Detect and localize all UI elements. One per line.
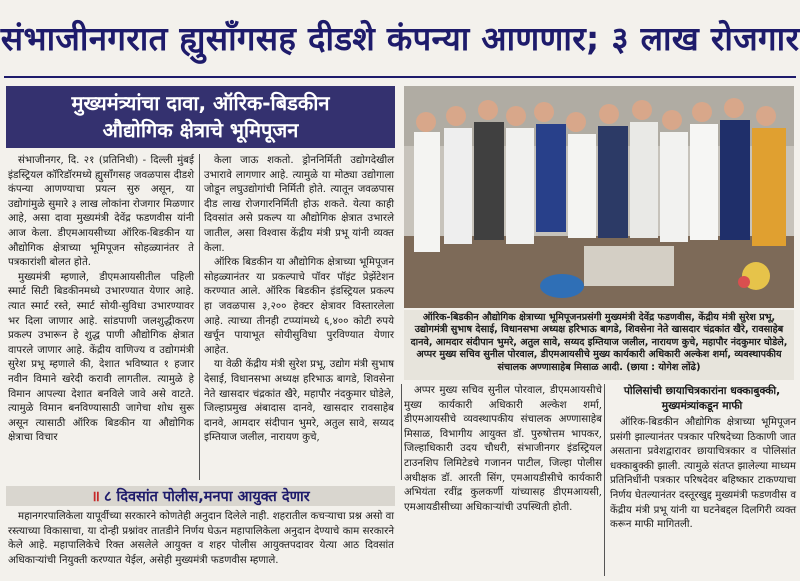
box-heading-mark: ॥ (91, 489, 100, 505)
page-headline: संभाजीनगरात ह्युसाँगसह दीडशे कंपन्या आणणार; ३ लाख रोजगार (0, 18, 800, 58)
column-divider (199, 154, 200, 480)
sub-headline-line-1: मुख्यमंत्र्यांचा दावा, ऑरिक-बिडकीन (71, 91, 330, 115)
box-heading (6, 486, 395, 506)
ceremony-photo-illustration (404, 86, 794, 308)
photo-caption: ऑरिक-बिडकीन औद्योगिक क्षेत्राच्या भूमिपूजनप्रसंगी मुख्यमंत्री देवेंद्र फडणवीस, केंद्रीय मंत्री सुरेश प्रभू, उद्योगमंत्री सुभाष देसाई, विधानसभा अध्यक्ष हरिभाऊ बागडे, शिवसेना नेते खासदार चंद्रकांत खैरे, रावसाहेब दानवे, आमदार संदीपान भुमरे, अतुल सावे, सय्यद इम्तियाज जलील, नारायण कुचे, महापौर नंदकुमार घोडेले, अप्पर मुख्य सचिव सुनील पोरवाल, डीएमआयसीचे मुख्य कार्यकारी अधिकारी अल्केश शर्मा, व्यवस्थापकीय संचालक अण्णासाहेब मिसाळ आदी. (छाया : योगेश लोंढे) (404, 310, 794, 380)
paragraph: या वेळी केंद्रीय मंत्री सुरेश प्रभू, उद्योग मंत्री सुभाष देसाई, विधानसभा अध्यक्ष हरिभाऊ बागडे, शिवसेना नेते खासदार चंद्रकांत खैरे, महापौर नंदकुमार घोडेले, जिल्हाप्रमुख अंबादास दानवे, खासदार रावसाहेब दानवे, आमदार संदीपान भुमरे, अतुल सावे, सय्यद इम्तियाज जलील, नारायण कुचे, (204, 359, 394, 444)
paragraph: महानगरपालिकेला यापूर्वीच्या सरकारने कोणतेही अनुदान दिलेले नाही. शहरातील कचऱ्याचा प्रश्न असो वा रस्त्याच्या विकासाचा, या दोन्ही प्रश्नांवर तातडीने निर्णय घेऊन महापालिकेला अनुदान देण्याचे काम सरकारने केले आहे. महापालिकेचे रिक्त असलेले आयुक्त व शहर पोलीस आयुक्तपदावर येत्या आठ दिवसांत अधिकाऱ्यांची नियुक्ती करण्यात येईल, असेही मुख्यमंत्री फडणवीस म्हणाले. (8, 511, 394, 566)
sub-headline (6, 86, 395, 148)
box-heading-text: ८ दिवसांत पोलीस,मनपा आयुक्त देणार (103, 489, 310, 505)
paragraph: केला जाऊ शकतो. ड्रोननिर्मिती उद्योगदेखील उभारावे लागणार आहे. त्यामुळे या मोठ्या उद्योगाला जोडून लघुउद्योगांची निर्मिती होते. त्यातून जवळपास दीड लाख रोजगारनिर्मिती होऊ शकते. येत्या काही दिवसांत असे प्रकल्प या औद्योगिक क्षेत्रात उभारले जातील, असा विश्वास केंद्रीय मंत्री प्रभू यांनी व्यक्त केला. (204, 155, 394, 254)
paragraph: अप्पर मुख्य सचिव सुनील पोरवाल, डीएमआयसीचे मुख्य कार्यकारी अधिकारी अल्केश शर्मा, डीएमआयसीचे व्यवस्थापकीय संचालक अण्णासाहेब मिसाळ, विभागीय आयुक्त डॉ. पुरुषोत्तम भापकर, जिल्हाधिकारी उदय चौधरी, संभाजीनगर इंडस्ट्रियल टाउनशिप लिमिटेडचे गजानन पाटील, जिल्हा पोलीस अधीक्षक डॉ. आरती सिंग, एमआयडीसीचे कार्यकारी अभियंता रवींद्र कुलकर्णी यांच्यासह डीएमआयसी, एमआयडीसीच्या अधिकाऱ्यांची उपस्थिती होती. (404, 385, 602, 513)
sub-headline-line-2: औद्योगिक क्षेत्राचे भूमिपूजन (102, 118, 299, 142)
paragraph: ऑरिक-बिडकीन औद्योगिक क्षेत्राच्या भूमिपूजन प्रसंगी झाल्यानंतर पत्रकार परिषदेच्या ठिकाणी जात असताना प्रवेशद्वारावर छायाचित्रकार व पोलिसांत धक्काबुक्की झाली. त्यामुळे संतप्त झालेल्या माध्यम प्रतिनिधींनी पत्रकार परिषदेवर बहिष्कार टाकण्याचा निर्णय घेतल्यानंतर दस्तूरखुद्द मुख्यमंत्री फडणवीस व केंद्रीय मंत्री प्रभू यांनी या घटनेबद्दल दिलगिरी व्यक्त करून माफी मागितली. (610, 417, 796, 531)
sidebar-heading-line-2: मुख्यमंत्र्यांकडून माफी (661, 400, 743, 412)
box-article (8, 510, 394, 578)
paragraph: ऑरिक बिडकीन या औद्योगिक क्षेत्राच्या भूमिपूजन सोहळ्यानंतर या प्रकल्पाचे पॉवर पॉइंट प्रेझेंटेशन करण्यात आले. ऑरिक बिडकीन इंडस्ट्रियल प्रकल्प हा जवळपास ३,२०० हेक्टर क्षेत्रावर विस्तारलेला आहे. त्याच्या तीनही टप्प्यांमध्ये ६,४०० कोटी रुपये खर्चून पायाभूत सोयीसुविधा पुरविण्यात येणार आहेत. (204, 257, 394, 356)
article-column-3 (404, 384, 602, 513)
ceremony-photo (404, 86, 794, 308)
column-divider (604, 384, 605, 576)
sidebar-heading-line-1: पोलिसांची छायाचित्रकारांना धक्काबुक्की, (623, 385, 781, 397)
column-divider (401, 384, 402, 480)
article-column-1 (8, 154, 194, 480)
paragraph: संभाजीनगर, दि. २१ (प्रतिनिधी) - दिल्ली मुंबई इंडस्ट्रियल कॉरिडॉरमध्ये ह्युसाँगसह जवळपास दीडशे कंपन्या आणण्याचा प्रयत्न सुरु असून, या उद्योगांमुळे सुमारे ३ लाख लोकांना रोजगार मिळणार आहे, असा दावा मुख्यमंत्री देवेंद्र फडणवीस यांनी आज केला. डीएमआयसीच्या ऑरिक-बिडकीन या औद्योगिक क्षेत्राच्या भूमिपूजन सोहळ्यानंतर ते पत्रकारांशी बोलत होते. (8, 155, 194, 269)
sidebar-article (610, 416, 796, 576)
headline-rule (4, 76, 796, 78)
article-column-2 (204, 154, 394, 480)
sidebar-heading (608, 384, 796, 414)
paragraph: मुख्यमंत्री म्हणाले, डीएमआयसीतील पहिली स्मार्ट सिटी बिडकीनमध्ये उभारण्यात येणार आहे. त्यात स्मार्ट रस्ते, स्मार्ट सोयी-सुविधा उभारण्यावर भर दिला जाणार आहे. सांडपाणी जलशुद्धीकरण प्रकल्प उभारून हे शुद्ध पाणी औद्योगिक क्षेत्रात वापरले जाणार आहे. केंद्रीय वाणिज्य व उद्योगमंत्री सुरेश प्रभू म्हणाले की, देशात भविष्यात १ हजार नवीन विमाने खरेदी करावी लागतील. त्यामुळे हे विमान आपल्या देशात बनविले जावे असे वाटते. त्यामुळे विमान बनविण्यासाठी जागेचा शोध सुरू असून त्यासाठी ऑरिक बिडकीन या औद्योगिक क्षेत्राचा विचार (8, 271, 194, 444)
